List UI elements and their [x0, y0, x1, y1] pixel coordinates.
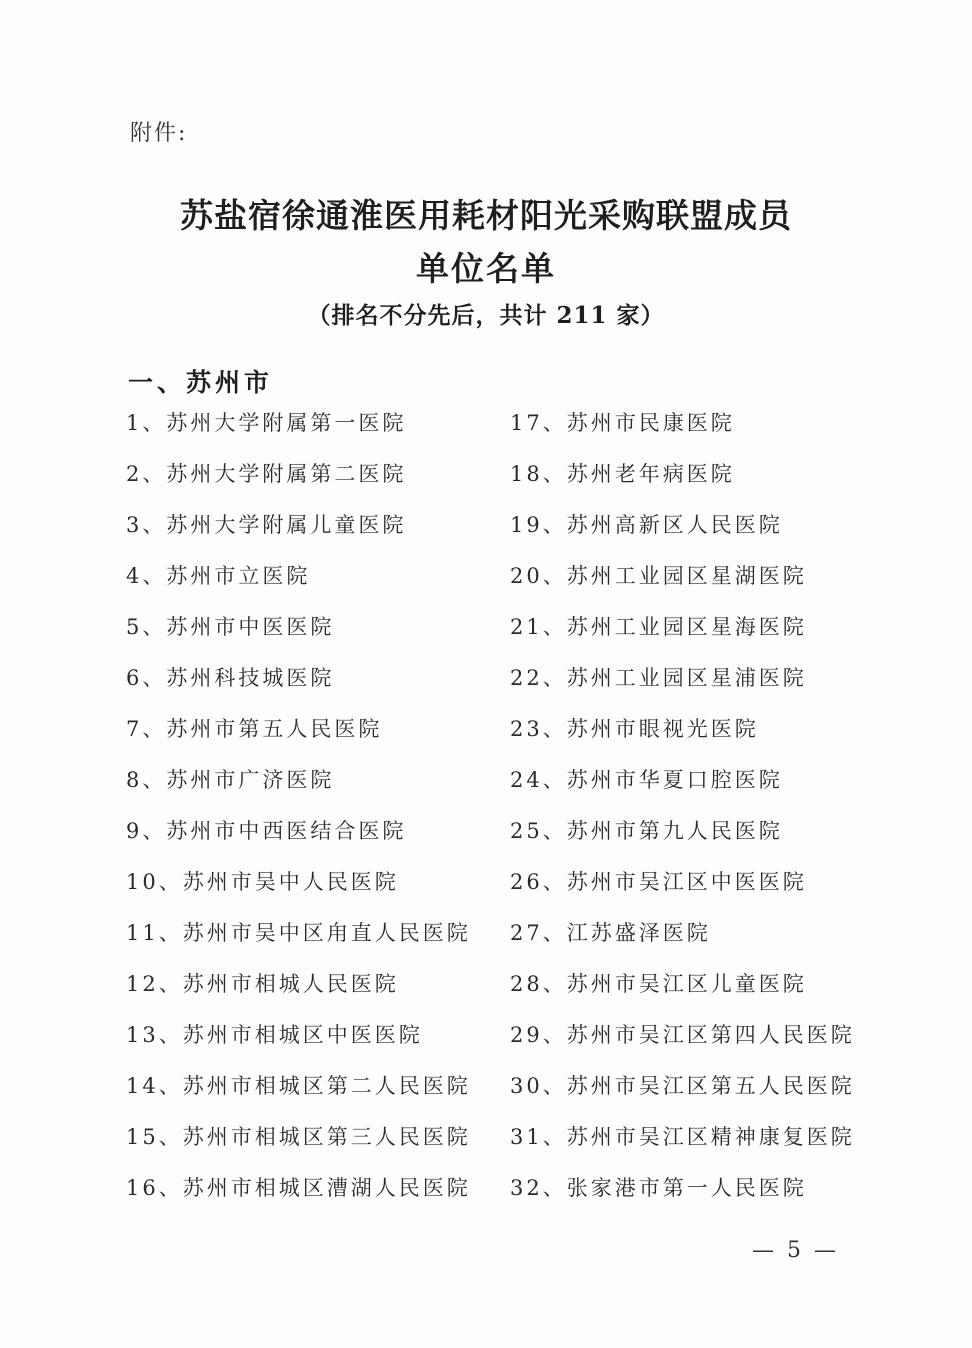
- document-title-continued: 单位名单: [416, 249, 556, 288]
- list-item: 13、苏州市相城区中医医院: [126, 1023, 423, 1047]
- list-item: 12、苏州市相城人民医院: [126, 972, 399, 996]
- list-item: 8、苏州市广济医院: [126, 768, 335, 792]
- page-number: — 5 —: [752, 1238, 839, 1263]
- list-item: 16、苏州市相城区漕湖人民医院: [126, 1176, 471, 1200]
- list-item: 6、苏州科技城医院: [126, 666, 335, 690]
- list-item: 2、苏州大学附属第二医院: [126, 462, 407, 486]
- list-item: 27、江苏盛泽医院: [510, 921, 711, 945]
- list-item: 21、苏州工业园区星海医院: [510, 615, 807, 639]
- list-item: 22、苏州工业园区星浦医院: [510, 666, 807, 690]
- list-item: 9、苏州市中西医结合医院: [126, 819, 407, 843]
- list-item: 32、张家港市第一人民医院: [510, 1176, 807, 1200]
- list-item: 3、苏州大学附属儿童医院: [126, 513, 407, 537]
- list-item: 1、苏州大学附属第一医院: [126, 411, 407, 435]
- document-subtitle: （排名不分先后，共计 211 家）: [307, 302, 665, 329]
- hospital-list-right: [510, 403, 855, 1219]
- list-item: 28、苏州市吴江区儿童医院: [510, 972, 807, 996]
- list-item: 25、苏州市第九人民医院: [510, 819, 783, 843]
- list-item: 15、苏州市相城区第三人民医院: [126, 1125, 471, 1149]
- list-item: 18、苏州老年病医院: [510, 462, 735, 486]
- list-item: 29、苏州市吴江区第四人民医院: [510, 1023, 855, 1047]
- document-title: 苏盐宿徐通淮医用耗材阳光采购联盟成员: [180, 196, 792, 235]
- attachment-label: 附件:: [130, 121, 188, 146]
- list-item: 20、苏州工业园区星湖医院: [510, 564, 807, 588]
- list-item: 19、苏州高新区人民医院: [510, 513, 783, 537]
- list-item: 24、苏州市华夏口腔医院: [510, 768, 783, 792]
- hospital-list-left: [126, 403, 471, 1219]
- list-item: 10、苏州市吴中人民医院: [126, 870, 399, 894]
- list-item: 5、苏州市中医医院: [126, 615, 335, 639]
- list-item: 4、苏州市立医院: [126, 564, 311, 588]
- list-item: 14、苏州市相城区第二人民医院: [126, 1074, 471, 1098]
- list-item: 17、苏州市民康医院: [510, 411, 735, 435]
- list-item: 26、苏州市吴江区中医医院: [510, 870, 807, 894]
- list-item: 31、苏州市吴江区精神康复医院: [510, 1125, 855, 1149]
- list-item: 30、苏州市吴江区第五人民医院: [510, 1074, 855, 1098]
- list-item: 11、苏州市吴中区甪直人民医院: [126, 921, 471, 945]
- section-heading: 一、苏州市: [128, 368, 274, 397]
- list-item: 23、苏州市眼视光医院: [510, 717, 759, 741]
- list-item: 7、苏州市第五人民医院: [126, 717, 383, 741]
